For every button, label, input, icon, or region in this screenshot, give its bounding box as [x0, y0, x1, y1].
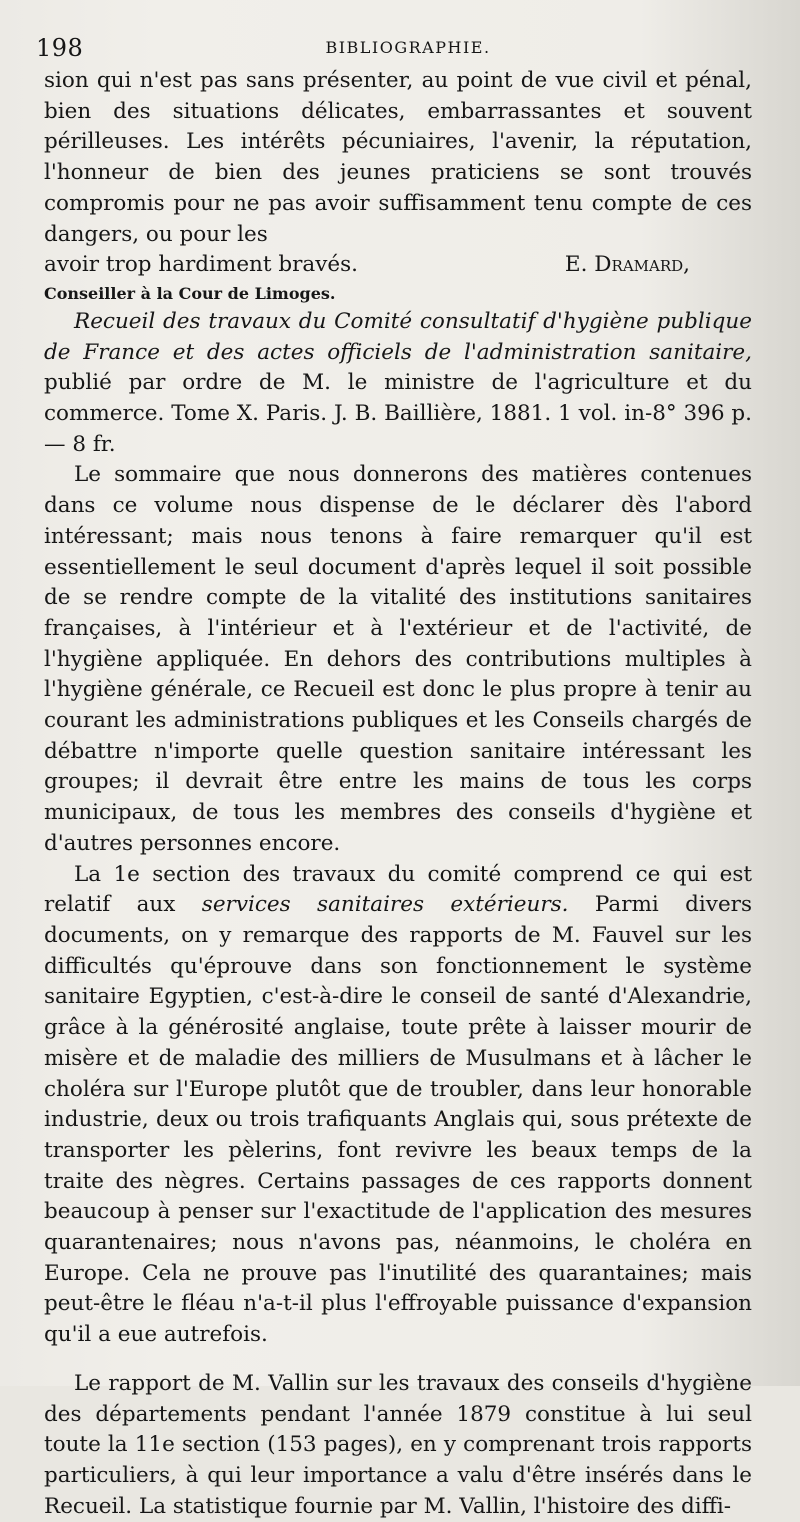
paragraph-summary: Le sommaire que nous donnerons des matières contenues dans ce volume nous dispense de le déclarer dès l'abord intéressant; mais nous tenons à faire remarquer qu'il est essentiellement le seul document d'après lequel il soit possible de se rendre compte de la vitalité des institutions sanitaires françaises, à l'intérieur et à l'extérieur et de l'activité, de l'hygiène appliquée. En dehors des contributions multiples à l'hygiène générale, ce Recueil est donc le plus propre à tenir au courant les administrations publiques et les Conseils chargés de débattre n'importe quelle question sanitaire intéressant les groupes; il devrait être entre les mains de tous les corps municipaux, de tous les membres des conseils d'hygiène et d'autres personnes encore. [44, 462, 752, 856]
closing-text: avoir trop hardiment bravés. [44, 252, 358, 278]
first-section-topic: services sanitaires extérieurs. [201, 892, 569, 918]
review-publication: publié par ordre de M. le ministre de l'agriculture et du commerce. Tome X. Paris. J. B. Baillière, 1881. 1 vol. in-8° 396 p. — 8 fr. [44, 370, 752, 457]
paragraph-first-section [44, 860, 752, 1351]
running-title: BIBLIOGRAPHIE. [325, 38, 491, 57]
running-head [36, 28, 760, 64]
continuation-paragraph [44, 66, 752, 250]
review-title: Recueil des travaux du Comité consultatif d'hygiène publique de France et des actes officiels de l'administration sanitaire, [44, 308, 752, 365]
signature-role: Conseiller à la Cour de Limoges. [44, 283, 336, 303]
paragraph-vallin-report: Le rapport de M. Vallin sur les travaux des conseils d'hygiène des départements pendant l'année 1879 constitue à lui seul toute la 11e section (153 pages), en y comprenant trois rapports particuliers, à qui leur importance a valu d'être insérés dans le Recueil. La statistique fournie par M. Vallin, l'histoire des diffi- [44, 1370, 752, 1519]
review-heading [44, 307, 752, 461]
closing-line [44, 250, 752, 281]
continuation-text: sion qui n'est pas sans présenter, au point de vue civil et pénal, bien des situations délicates, embarrassantes et souvent périlleuses. Les intérêts pécuniaires, l'avenir, la réputation, l'honneur de bien des jeunes praticiens se sont trouvés compromis pour ne pas avoir suffisamment tenu compte de ces dangers, ou pour les [44, 68, 752, 247]
first-section-intro: La 1e section des travaux du comité comprend ce qui est relatif aux [44, 861, 752, 918]
signature-name: E. Dramard, [564, 252, 690, 278]
page-text [44, 66, 752, 1522]
first-section-body: Parmi divers documents, on y remarque des rapports de M. Fauvel sur les difficultés qu'éprouve dans son fonctionnement le système sanitaire Egyptien, c'est-à-dire le conseil de santé d'Alexandrie, grâce à la générosité anglaise, toute prête à laisser mourir de misère et de maladie des milliers de Musulmans et à lâcher le choléra sur l'Europe plutôt que de troubler, dans leur honorable industrie, deux ou trois trafiquants Anglais qui, sous prétexte de transporter les pèlerins, font revivre les beaux temps de la traite des nègres. Certains passages de ces rapports donnent beaucoup à penser sur l'exactitude de l'application des mesures quarantenaires; nous n'avons pas, néanmoins, le choléra en Europe. Cela ne prouve pas l'inutilité des quarantaines; mais peut-être le fléau n'a-t-il plus l'effroyable puissance d'expansion qu'il a eue autrefois. [44, 892, 752, 1348]
page-number: 198 [36, 34, 84, 62]
